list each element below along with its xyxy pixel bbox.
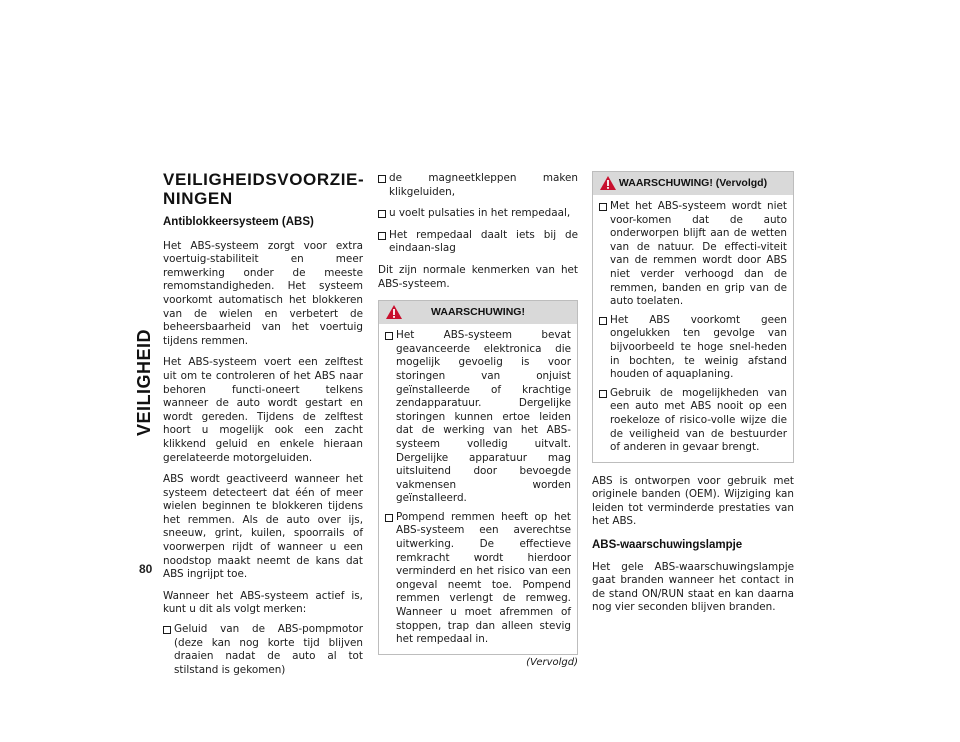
warning-box <box>378 300 578 655</box>
warning-header <box>593 172 793 195</box>
paragraph: Het ABS-systeem zorgt voor extra voertuig-stabiliteit en meer remwerking onder de meeste remomstandigheden. Het systeem voorkomt automatisch het blokkeren van de wielen en verbetert de beheersbaarheid van het voertuig tijdens remmen. <box>163 239 363 347</box>
paragraph: Wanneer het ABS-systeem actief is, kunt u dit als volgt merken: <box>163 589 363 616</box>
section-subtitle: Antiblokkeersysteem (ABS) <box>163 216 314 228</box>
page-number: 80 <box>139 562 153 576</box>
checkbox-bullet-icon <box>385 514 393 522</box>
warning-header <box>379 301 577 324</box>
warning-bullet-list <box>599 200 787 455</box>
checkbox-bullet-icon <box>385 332 393 340</box>
warning-title: WAARSCHUWING! <box>431 306 525 319</box>
checkbox-bullet-icon <box>599 203 607 211</box>
checkbox-bullet-icon <box>378 210 386 218</box>
list-item: de magneetkleppen maken klikgeluiden, <box>378 172 578 199</box>
list-item: Met het ABS-systeem wordt niet voor-komen dat de auto onderworpen blijft aan de wetten van de natuur. De effecti-viteit van de remmen wordt door ABS niet verder verhoogd dan de remmen, banden en grip van de auto toelaten. <box>599 200 787 309</box>
checkbox-bullet-icon <box>599 317 607 325</box>
list-item: u voelt pulsaties in het rempedaal, <box>378 207 578 221</box>
subheading: ABS-waarschuwingslampje <box>592 539 743 552</box>
checkbox-bullet-icon <box>378 232 386 240</box>
list-item: Geluid van de ABS-pompmotor (deze kan nog korte tijd blijven draaien nadat de auto al tot stilstand is gekomen) <box>163 623 363 677</box>
list-item: Het ABS-systeem bevat geavanceerde elektronica die mogelijk gevoelig is voor storingen van onjuist geïnstalleerde of krachtige zendapparatuur. Dergelijke storingen kunnen ertoe leiden dat de werking van het ABS-systeem volledig uitvalt. Dergelijke apparatuur mag uitsluitend door bevoegde vakmensen worden geïnstalleerd. <box>385 329 571 506</box>
list-item: Het rempedaal daalt iets bij de eindaan-slag <box>378 229 578 256</box>
checkbox-bullet-icon <box>599 390 607 398</box>
warning-bullet-list <box>385 329 571 647</box>
bullet-list <box>163 623 363 677</box>
section-side-tab <box>134 168 154 558</box>
paragraph: ABS wordt geactiveerd wanneer het systeem detecteert dat één of meer wielen beginnen te blokkeren tijdens het remmen. Als de auto over ijs, sneeuw, grint, kuilen, spoorrails of voorwerpen rijdt of wanneer u een noodstop maakt neemt de kans dat ABS ingrijpt toe. <box>163 473 363 581</box>
list-item: Het ABS voorkomt geen ongelukken ten gevolge van bijvoorbeeld te hoge snel-heden in bochten, te weinig afstand houden of aquaplaning. <box>599 314 787 382</box>
paragraph: Het ABS-systeem voert een zelftest uit om te controleren of het ABS naar behoren functi-oneert telkens wanneer de auto wordt gestart en wordt gereden. Tijdens de zelftest hoort u mogelijk ook een zacht klikkend geluid en enkele hieraan gerelateerde motorgeluiden. <box>163 356 363 464</box>
bullet-list <box>378 172 578 256</box>
list-item: Pompend remmen heeft op het ABS-systeem een averechtse uitwerking. De effectieve remkracht wordt hierdoor verminderd en het risico van een ongeval neemt toe. Pompend remmen verlengt de remweg. Wanneer u moet afremmen of stoppen, trap dan alleen stevig het rempedaal in. <box>385 511 571 647</box>
paragraph: Het gele ABS-waarschuwingslampje gaat branden wanneer het contact in de stand ON/RUN staat en kan daarna nog vier seconden blijven branden. <box>592 560 794 614</box>
checkbox-bullet-icon <box>378 175 386 183</box>
checkbox-bullet-icon <box>163 626 171 634</box>
paragraph: Dit zijn normale kenmerken van het ABS-systeem. <box>378 263 578 290</box>
section-title: VEILIGHEIDSVOORZIE- NINGEN <box>163 170 365 208</box>
warning-title: WAARSCHUWING! (Vervolgd) <box>618 177 768 189</box>
warning-box-continued <box>592 171 794 463</box>
continued-note: (Vervolgd) <box>526 656 578 668</box>
section-side-tab-label: VEILIGHEID <box>134 328 154 436</box>
warning-triangle-icon <box>385 304 403 320</box>
list-item: Gebruik de mogelijkheden van een auto met ABS nooit op een roekeloze of risico-volle wijze die de veiligheid van de bestuurder of anderen in gevaar brengt. <box>599 387 787 455</box>
warning-triangle-icon <box>599 175 617 191</box>
paragraph: ABS is ontworpen voor gebruik met originele banden (OEM). Wijziging kan leiden tot verminderde prestaties van het ABS. <box>592 474 794 528</box>
